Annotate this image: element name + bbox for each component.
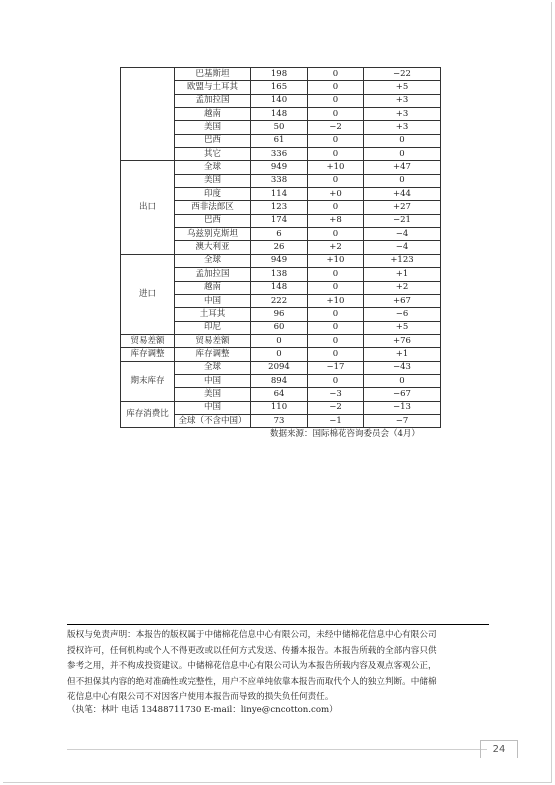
region-cell: 巴西 bbox=[175, 214, 251, 227]
monthly-change-cell: 0 bbox=[308, 81, 364, 94]
region-cell: 澳大利亚 bbox=[175, 241, 251, 254]
value-cell: 114 bbox=[251, 188, 308, 201]
yearly-change-cell: +67 bbox=[364, 294, 441, 307]
yearly-change-cell: 0 bbox=[364, 374, 441, 387]
disclaimer-line: 但不担保其内容的绝对准确性或完整性，用户不应单纯依靠本报告而取代个人的独立判断。中储棉 bbox=[67, 676, 437, 687]
monthly-change-cell: −17 bbox=[308, 361, 364, 374]
value-cell: 73 bbox=[251, 414, 308, 427]
yearly-change-cell: −6 bbox=[364, 308, 441, 321]
region-cell: 其它 bbox=[175, 148, 251, 161]
value-cell: 26 bbox=[251, 241, 308, 254]
yearly-change-cell: +27 bbox=[364, 201, 441, 214]
table-row bbox=[121, 68, 441, 81]
group-label-cell: 期末库存 bbox=[121, 361, 175, 401]
value-cell: 60 bbox=[251, 321, 308, 334]
group-label-cell: 库存调整 bbox=[121, 348, 175, 361]
yearly-change-cell: −13 bbox=[364, 401, 441, 414]
group-label-cell bbox=[121, 68, 175, 161]
yearly-change-cell: +123 bbox=[364, 254, 441, 267]
group-label-cell: 库存消费比 bbox=[121, 401, 175, 428]
yearly-change-cell: +1 bbox=[364, 348, 441, 361]
yearly-change-cell: +3 bbox=[364, 108, 441, 121]
monthly-change-cell: −2 bbox=[308, 121, 364, 134]
region-cell: 贸易差额 bbox=[175, 334, 251, 347]
region-cell: 巴西 bbox=[175, 134, 251, 147]
region-cell: 欧盟与土耳其 bbox=[175, 81, 251, 94]
value-cell: 148 bbox=[251, 281, 308, 294]
table-row bbox=[121, 361, 441, 374]
monthly-change-cell: 0 bbox=[308, 334, 364, 347]
table-row bbox=[121, 254, 441, 267]
monthly-change-cell: +10 bbox=[308, 294, 364, 307]
region-cell: 越南 bbox=[175, 108, 251, 121]
region-cell: 孟加拉国 bbox=[175, 268, 251, 281]
value-cell: 96 bbox=[251, 308, 308, 321]
cotton-balance-table bbox=[120, 67, 441, 428]
monthly-change-cell: 0 bbox=[308, 68, 364, 81]
monthly-change-cell: +10 bbox=[308, 161, 364, 174]
value-cell: 0 bbox=[251, 334, 308, 347]
yearly-change-cell: −22 bbox=[364, 68, 441, 81]
group-label-cell: 出口 bbox=[121, 161, 175, 254]
yearly-change-cell: +47 bbox=[364, 161, 441, 174]
monthly-change-cell: −2 bbox=[308, 401, 364, 414]
monthly-change-cell: −3 bbox=[308, 388, 364, 401]
yearly-change-cell: +44 bbox=[364, 188, 441, 201]
yearly-change-cell: −7 bbox=[364, 414, 441, 427]
region-cell: 土耳其 bbox=[175, 308, 251, 321]
table-row bbox=[121, 401, 441, 414]
value-cell: 949 bbox=[251, 161, 308, 174]
region-cell: 孟加拉国 bbox=[175, 94, 251, 107]
yearly-change-cell: −43 bbox=[364, 361, 441, 374]
yearly-change-cell: +1 bbox=[364, 268, 441, 281]
disclaimer-text bbox=[67, 628, 491, 706]
monthly-change-cell: 0 bbox=[308, 174, 364, 187]
group-label-cell: 进口 bbox=[121, 254, 175, 334]
region-cell: 美国 bbox=[175, 388, 251, 401]
value-cell: 198 bbox=[251, 68, 308, 81]
yearly-change-cell: +76 bbox=[364, 334, 441, 347]
table-row bbox=[121, 334, 441, 347]
value-cell: 338 bbox=[251, 174, 308, 187]
region-cell: 中国 bbox=[175, 294, 251, 307]
yearly-change-cell: 0 bbox=[364, 174, 441, 187]
region-cell: 中国 bbox=[175, 374, 251, 387]
table-row bbox=[121, 348, 441, 361]
region-cell: 巴基斯坦 bbox=[175, 68, 251, 81]
value-cell: 6 bbox=[251, 228, 308, 241]
value-cell: 949 bbox=[251, 254, 308, 267]
monthly-change-cell: +2 bbox=[308, 241, 364, 254]
monthly-change-cell: 0 bbox=[308, 321, 364, 334]
monthly-change-cell: −1 bbox=[308, 414, 364, 427]
monthly-change-cell: 0 bbox=[308, 308, 364, 321]
disclaimer-divider bbox=[67, 624, 489, 625]
value-cell: 165 bbox=[251, 81, 308, 94]
monthly-change-cell: 0 bbox=[308, 348, 364, 361]
monthly-change-cell: 0 bbox=[308, 374, 364, 387]
disclaimer-line: 花信息中心有限公司不对因客户使用本报告而导致的损失负任何责任。 bbox=[67, 692, 334, 703]
value-cell: 174 bbox=[251, 214, 308, 227]
region-cell: 全球 bbox=[175, 161, 251, 174]
monthly-change-cell: +10 bbox=[308, 254, 364, 267]
yearly-change-cell: +5 bbox=[364, 81, 441, 94]
monthly-change-cell: 0 bbox=[308, 108, 364, 121]
monthly-change-cell: 0 bbox=[308, 201, 364, 214]
value-cell: 140 bbox=[251, 94, 308, 107]
region-cell: 全球（不含中国） bbox=[175, 414, 251, 427]
value-cell: 138 bbox=[251, 268, 308, 281]
yearly-change-cell: −4 bbox=[364, 241, 441, 254]
monthly-change-cell: 0 bbox=[308, 148, 364, 161]
value-cell: 0 bbox=[251, 348, 308, 361]
monthly-change-cell: +0 bbox=[308, 188, 364, 201]
data-source-note: 数据来源：国际棉花咨询委员会（4月） bbox=[270, 429, 420, 439]
group-label-cell: 贸易差额 bbox=[121, 334, 175, 347]
region-cell: 美国 bbox=[175, 121, 251, 134]
disclaimer-line: 版权与免责声明：本报告的版权属于中储棉花信息中心有限公司，未经中储棉花信息中心有限公司 bbox=[67, 630, 437, 640]
page-number: 24 bbox=[480, 740, 518, 758]
table-body bbox=[121, 68, 441, 428]
region-cell: 中国 bbox=[175, 401, 251, 414]
yearly-change-cell: +2 bbox=[364, 281, 441, 294]
disclaimer-line: 授权许可，任何机构或个人不得更改或以任何方式发送、传播本报告。本报告所载的全部内容只供 bbox=[67, 645, 437, 656]
region-cell: 越南 bbox=[175, 281, 251, 294]
yearly-change-cell: +5 bbox=[364, 321, 441, 334]
yearly-change-cell: +3 bbox=[364, 94, 441, 107]
region-cell: 美国 bbox=[175, 174, 251, 187]
monthly-change-cell: 0 bbox=[308, 281, 364, 294]
yearly-change-cell: −21 bbox=[364, 214, 441, 227]
yearly-change-cell: 0 bbox=[364, 148, 441, 161]
value-cell: 222 bbox=[251, 294, 308, 307]
monthly-change-cell: 0 bbox=[308, 268, 364, 281]
table-row bbox=[121, 161, 441, 174]
region-cell: 全球 bbox=[175, 361, 251, 374]
value-cell: 336 bbox=[251, 148, 308, 161]
value-cell: 50 bbox=[251, 121, 308, 134]
value-cell: 148 bbox=[251, 108, 308, 121]
region-cell: 乌兹别克斯坦 bbox=[175, 228, 251, 241]
region-cell: 印度 bbox=[175, 188, 251, 201]
monthly-change-cell: +8 bbox=[308, 214, 364, 227]
value-cell: 110 bbox=[251, 401, 308, 414]
value-cell: 123 bbox=[251, 201, 308, 214]
disclaimer-line: 参考之用，并不构成投资建议。中储棉花信息中心有限公司认为本报告所载内容及观点客观公正， bbox=[67, 661, 437, 672]
region-cell: 全球 bbox=[175, 254, 251, 267]
monthly-change-cell: 0 bbox=[308, 228, 364, 241]
region-cell: 西非法郎区 bbox=[175, 201, 251, 214]
monthly-change-cell: 0 bbox=[308, 94, 364, 107]
monthly-change-cell: 0 bbox=[308, 134, 364, 147]
author-contact: （执笔：林叶 电话 13488711730 E-mail：linye@cncotton.com） bbox=[67, 705, 338, 715]
yearly-change-cell: 0 bbox=[364, 134, 441, 147]
region-cell: 印尼 bbox=[175, 321, 251, 334]
value-cell: 64 bbox=[251, 388, 308, 401]
region-cell: 库存调整 bbox=[175, 348, 251, 361]
yearly-change-cell: −67 bbox=[364, 388, 441, 401]
value-cell: 61 bbox=[251, 134, 308, 147]
yearly-change-cell: −4 bbox=[364, 228, 441, 241]
footer-divider bbox=[67, 749, 487, 750]
value-cell: 894 bbox=[251, 374, 308, 387]
yearly-change-cell: +3 bbox=[364, 121, 441, 134]
value-cell: 2094 bbox=[251, 361, 308, 374]
